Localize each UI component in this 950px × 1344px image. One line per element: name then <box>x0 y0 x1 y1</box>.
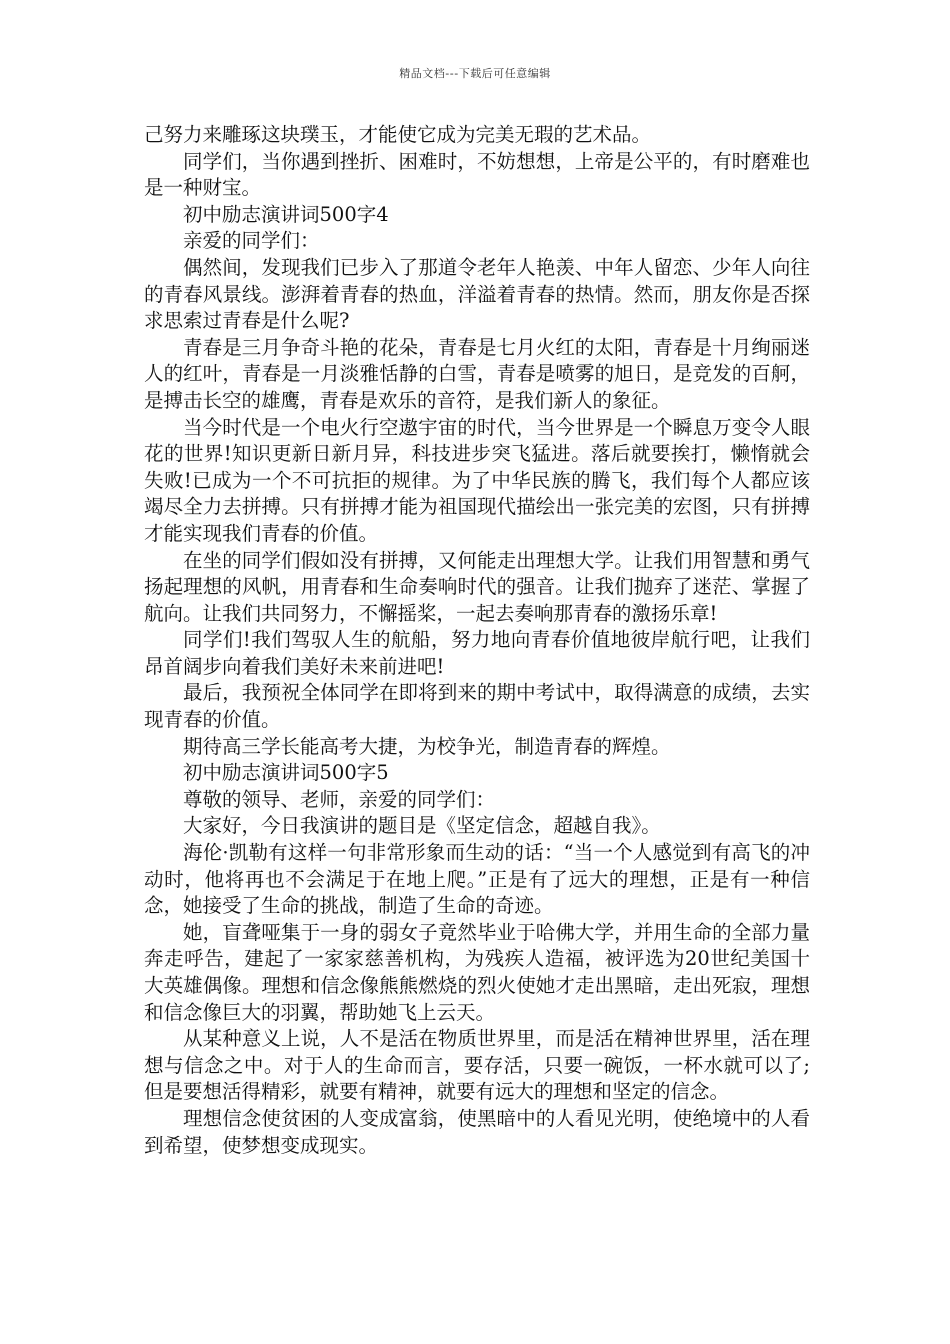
paragraph: 从某种意义上说，人不是活在物质世界里，而是活在精神世界里，活在理想与信念之中。对于人的生命而言，要存活，只要一碗饭，一杯水就可以了;但是要想活得精彩，就要有精神，就要有远大的理想和坚定的信念。 <box>144 1027 810 1104</box>
paragraph: 偶然间，发现我们已步入了那道令老年人艳羡、中年人留恋、少年人向往的青春风景线。澎湃着青春的热血，洋溢着青春的热情。然而，朋友你是否探求思索过青春是什么呢? <box>144 255 810 333</box>
paragraph: 同学们，当你遇到挫折、困难时，不妨想想，上帝是公平的，有时磨难也是一种财宝。 <box>144 149 810 200</box>
salutation: 亲爱的同学们： <box>183 229 320 253</box>
section-heading: 初中励志演讲词500字4 <box>183 202 389 226</box>
paragraph: 大家好，今日我演讲的题目是《坚定信念，超越自我》。 <box>183 814 661 838</box>
document-body <box>144 122 810 1159</box>
paragraph: 最后，我预祝全体同学在即将到来的期中考试中，取得满意的成绩，去实现青春的价值。 <box>144 681 810 732</box>
paragraph: 当今时代是一个电火行空遨宇宙的时代，当今世界是一个瞬息万变令人眼花的世界!知识更新日新月异，科技进步突飞猛进。落后就要挨打，懒惰就会失败!已成为一个不可抗拒的规律。为了中华民族的腾飞，我们每个人都应该竭尽全力去拼搏。只有拼搏才能为祖国现代描绘出一张完美的宏图，只有拼搏才能实现我们青春的价值。 <box>144 415 810 545</box>
paragraph: 理想信念使贫困的人变成富翁，使黑暗中的人看见光明，使绝境中的人看到希望，使梦想变成现实。 <box>144 1106 810 1157</box>
salutation: 尊敬的领导、老师，亲爱的同学们： <box>183 787 496 811</box>
paragraph: 在坐的同学们假如没有拼搏，又何能走出理想大学。让我们用智慧和勇气扬起理想的风帆，用青春和生命奏响时代的强音。让我们抛弃了迷茫、掌握了航向。让我们共同努力，不懈摇桨，一起去奏响那青春的激扬乐章! <box>144 548 810 625</box>
paragraph: 她，盲聋哑集于一身的弱女子竟然毕业于哈佛大学，并用生命的全部力量奔走呼告，建起了一家家慈善机构，为残疾人造福，被评选为20世纪美国十大英雄偶像。理想和信念像熊熊燃烧的烈火使她才走出黑暗，走出死寂，理想和信念像巨大的羽翼，帮助她飞上云天。 <box>144 920 810 1024</box>
paragraph: 期待高三学长能高考大捷，为校争光，制造青春的辉煌。 <box>183 734 671 758</box>
page-header: 精品文档---下载后可任意编辑 <box>399 67 551 80</box>
section-heading: 初中励志演讲词500字5 <box>183 761 389 785</box>
paragraph: 青春是三月争奇斗艳的花朵，青春是七月火红的太阳，青春是十月绚丽迷人的红叶，青春是一月淡雅恬静的白雪，青春是喷雾的旭日，是竞发的百舸，是搏击长空的雄鹰，青春是欢乐的音符，是我们新人的象征。 <box>144 335 810 412</box>
paragraph: 己努力来雕琢这块璞玉，才能使它成为完美无瑕的艺术品。 <box>144 123 652 146</box>
paragraph: 同学们!我们驾驭人生的航船，努力地向青春价值地彼岸航行吧，让我们昂首阔步向着我们美好未来前进吧! <box>144 628 810 678</box>
paragraph: 海伦·凯勒有这样一句非常形象而生动的话：“当一个人感觉到有高飞的冲动时，他将再也不会满足于在地上爬。”正是有了远大的理想，正是有一种信念，她接受了生命的挑战，制造了生命的奇迹。 <box>144 841 810 918</box>
